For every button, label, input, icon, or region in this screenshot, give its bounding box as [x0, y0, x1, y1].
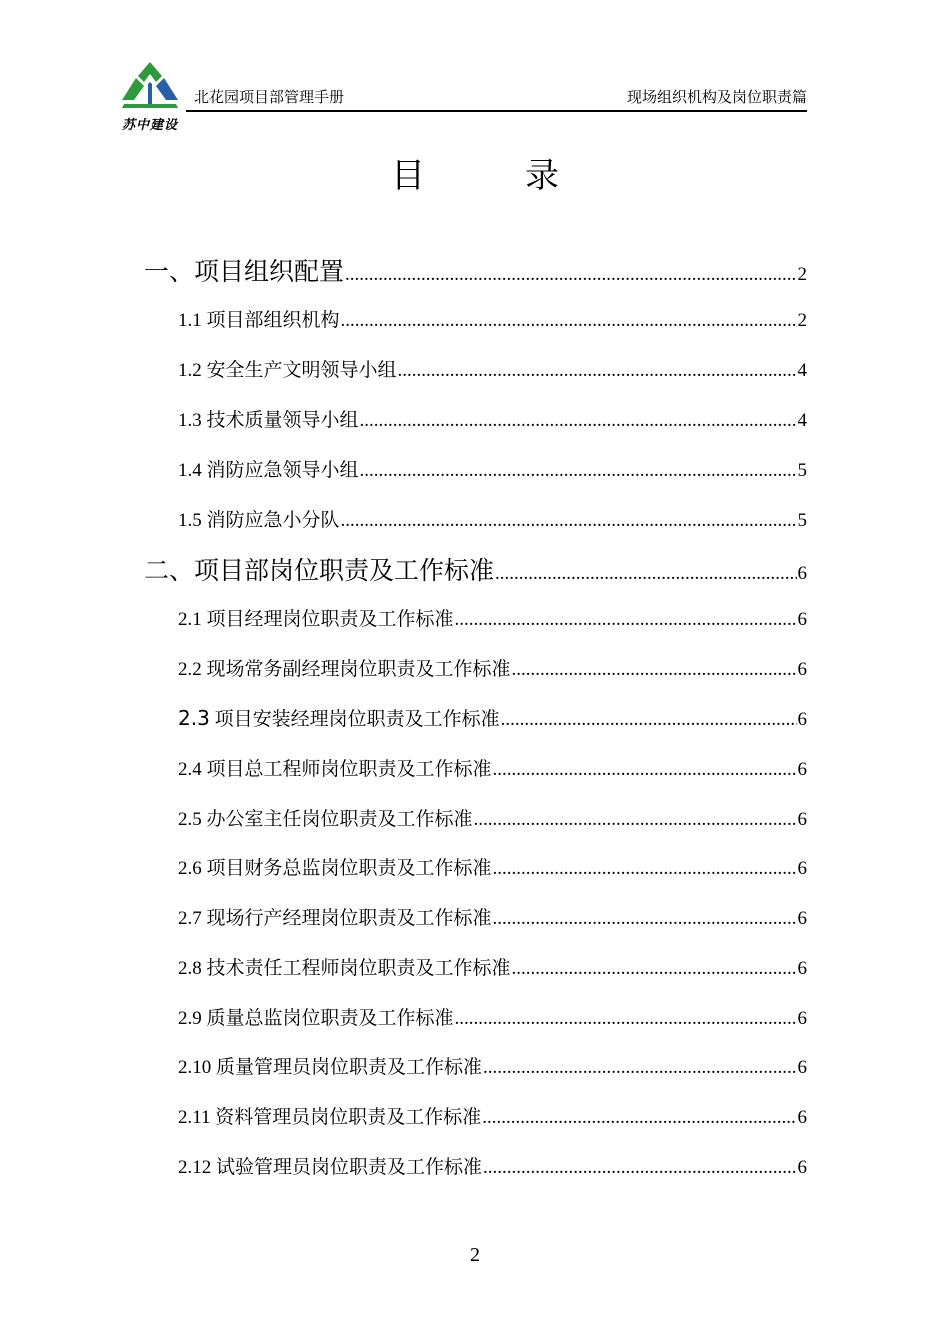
- toc-entry-page: 6: [797, 809, 807, 830]
- toc-entry[interactable]: [178, 804, 807, 831]
- toc-entry-label: 2.4 项目总工程师岗位职责及工作标准: [178, 759, 492, 780]
- toc-entry-label: 二、项目部岗位职责及工作标准: [144, 556, 495, 585]
- toc-entry-page: 2: [797, 264, 807, 285]
- toc-entry-label: 1.2 安全生产文明领导小组: [178, 360, 397, 381]
- toc-entry-text: 项目安装经理岗位职责及工作标准: [214, 709, 500, 730]
- header-rule: [186, 110, 807, 112]
- toc-leader: [501, 709, 797, 731]
- toc-entry-label: 1.3 技术质量领导小组: [178, 410, 359, 431]
- toc-entry-label: 1.4 消防应急领导小组: [178, 460, 359, 481]
- toc-entry-label: 2.2 现场常务副经理岗位职责及工作标准: [178, 659, 511, 680]
- toc-leader: [493, 908, 797, 930]
- toc-leader: [341, 310, 797, 332]
- logo-caption: 苏中建设: [121, 118, 178, 133]
- toc-entry-page: 6: [797, 1057, 807, 1078]
- toc-entry-page: 5: [797, 460, 807, 481]
- toc-entry[interactable]: [178, 1102, 807, 1129]
- toc-entry[interactable]: [178, 953, 807, 980]
- toc-entry-label: 2.5 办公室主任岗位职责及工作标准: [178, 809, 473, 830]
- toc-entry-page: 6: [797, 858, 807, 879]
- toc-entry-label: 2.8 技术责任工程师岗位职责及工作标准: [178, 958, 511, 979]
- toc-entry[interactable]: [178, 754, 807, 781]
- toc-leader: [493, 858, 797, 880]
- page-number: 2: [470, 1244, 480, 1266]
- toc-leader: [360, 460, 797, 482]
- header-right-text: 现场组织机构及岗位职责篇: [626, 88, 807, 106]
- toc-entry[interactable]: [178, 853, 807, 880]
- toc-entry-page: 6: [797, 709, 807, 730]
- toc-leader: [345, 264, 796, 286]
- toc-entry-page: 6: [797, 908, 807, 929]
- toc-entry[interactable]: [178, 455, 807, 482]
- toc-leader: [512, 659, 797, 681]
- toc-leader: [474, 809, 797, 831]
- toc-leader: [341, 510, 797, 532]
- toc-entry-page: 6: [797, 1157, 807, 1178]
- toc-leader: [360, 410, 797, 432]
- toc-leader: [495, 563, 796, 585]
- toc-entry-page: 6: [797, 659, 807, 680]
- toc-entry[interactable]: [178, 305, 807, 332]
- toc-entry[interactable]: [178, 1152, 807, 1179]
- toc-entry-label: [178, 704, 500, 731]
- toc-entry[interactable]: [178, 654, 807, 681]
- toc-entry-page: 6: [797, 609, 807, 630]
- toc-entry[interactable]: [144, 252, 807, 288]
- toc-entry[interactable]: [178, 1052, 807, 1079]
- header-left-text: 北花园项目部管理手册: [194, 88, 345, 106]
- toc-entry[interactable]: [178, 405, 807, 432]
- page-header: [114, 56, 807, 133]
- toc-leader: [482, 1107, 796, 1129]
- toc-entry-label: 一、项目组织配置: [144, 257, 345, 286]
- toc-leader: [493, 759, 797, 781]
- toc-leader: [512, 958, 797, 980]
- toc-entry[interactable]: [178, 1003, 807, 1030]
- toc-entry-label: 2.10 质量管理员岗位职责及工作标准: [178, 1057, 483, 1078]
- toc-entry[interactable]: [178, 355, 807, 382]
- company-logo-icon: [118, 58, 182, 112]
- toc-entry-page: 4: [797, 410, 807, 431]
- toc-entry-page: 6: [797, 1008, 807, 1029]
- toc-entry-page: 6: [797, 759, 807, 780]
- toc-entry[interactable]: [144, 551, 807, 587]
- toc-entry-label: 1.5 消防应急小分队: [178, 510, 340, 531]
- toc-entry-page: 6: [797, 563, 807, 584]
- toc-entry-page: 4: [797, 360, 807, 381]
- toc-leader: [455, 1008, 797, 1030]
- toc-entry-label: 2.9 质量总监岗位职责及工作标准: [178, 1008, 454, 1029]
- toc-entry-label: 2.12 试验管理员岗位职责及工作标准: [178, 1157, 483, 1178]
- toc-entry-page: 5: [797, 510, 807, 531]
- toc-entry-label: 2.11 资料管理员岗位职责及工作标准: [178, 1107, 482, 1128]
- toc-leader: [455, 609, 797, 631]
- toc-entry-label: 2.6 项目财务总监岗位职责及工作标准: [178, 858, 492, 879]
- toc-entry-label: 2.1 项目经理岗位职责及工作标准: [178, 609, 454, 630]
- toc-entry[interactable]: [178, 505, 807, 532]
- company-logo: [114, 56, 186, 134]
- toc-entry[interactable]: [178, 903, 807, 930]
- toc-leader: [483, 1157, 796, 1179]
- toc-entry-page: 6: [797, 1107, 807, 1128]
- toc-leader: [483, 1057, 796, 1079]
- toc-entry[interactable]: [178, 704, 807, 731]
- toc-entry-number: 2.3: [178, 706, 210, 730]
- toc-entry-label: 2.7 现场行产经理岗位职责及工作标准: [178, 908, 492, 929]
- toc-entry-page: 2: [797, 310, 807, 331]
- toc-entry-page: 6: [797, 958, 807, 979]
- toc-entry-label: 1.1 项目部组织机构: [178, 310, 340, 331]
- toc-entry[interactable]: [178, 604, 807, 631]
- toc-leader: [398, 360, 797, 382]
- page-title: 目录: [391, 156, 659, 196]
